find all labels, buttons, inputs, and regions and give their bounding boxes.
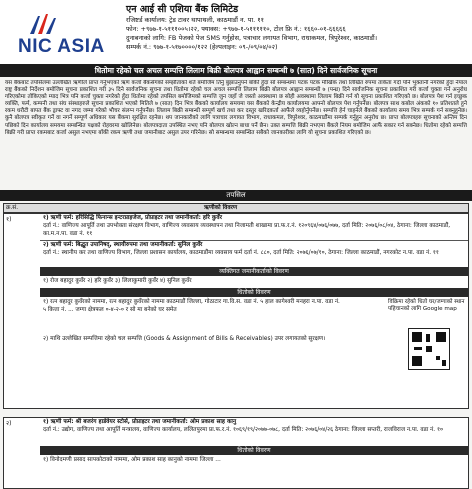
borrower-1: १) ऋणी फर्म: श्री बजरंग हार्डवेयर स्टोर्स, प्रोप्राइटर तथा जमानीकर्ता: ओम प्रकाश साह कानु (43, 419, 237, 425)
schedule-table (3, 203, 469, 489)
row-sn: १) (6, 216, 12, 223)
bank-address: रजिष्टर्ड कार्यालय: ट्रेड टावर थापाथली, काठमाडौं न. पा. ११ (126, 16, 265, 24)
collateral-1: १) रत्न बहादुर कुवँरको नाममा, रत्न बहादुर कुवँरको नाममा काठमाडौं जिल्ला, गोठाटार गा.वि.स. वडा नं. ५ हाल कागेश्वरी मनहरा न.पा. वडा नं. ५ कित्ता नं. ... जग्गा क्षेत्रफल ०-४-२-० र सो मा बनेको घर समेत (43, 299, 340, 313)
schedule-heading: तपसिल (0, 190, 472, 201)
bank-hotline: सम्पर्क नं.: ९७७-१-५१७००००/१२२ (हेल्पलाइन: ०९-/०९/०४/०२) (126, 43, 278, 51)
bank-logo (18, 14, 105, 57)
borrower-2: २) ऋणी फर्म: बिद्धुत उपानिषद्, स्थायीरुपमा तथा जमानीकर्ता: सुनिल कुवँर (43, 242, 203, 248)
registration-2: दर्ता नं.: स्थानीय कर तथा वाणिज्य विभाग, जिल्ला प्रशासन कार्यालय, काठमाडौंमा व्यवसाय फर्म दर्ता नं. ८८०, दर्ता मिति: २०७६/०७/१०, ठेगाना: जिल्ला काठमाडौं, नगरकोट न.पा. वडा नं. ११ (43, 250, 439, 256)
table-row (3, 213, 469, 409)
map-label: विक्रिमा रहेको धितो घर/जग्गाको स्थान पहिचानको लागि Google map (388, 299, 465, 312)
guarantors-heading: व्यक्तिगत जमानीकर्ताको विवरण (40, 267, 468, 276)
logo-text: NIC ASIA (18, 36, 105, 57)
bank-info (126, 4, 466, 52)
registration-1: दर्ता नं.: उद्योग, वाणिज्य तथा आपूर्ति मन्त्रालय, वाणिज्य कार्यालय, ललितपुरमा प्रा.फ.र.नं. १०६९/१९/२०७७-०७८, दर्ता मिति: २०७६/०४/२६ ठेगाना: जिल्ला सप्तरी, राजविराज न.पा. वडा नं. १० (43, 427, 443, 433)
notice-title: धितोमा रहेको चल अचल सम्पत्ति लिलाम बिक्री बोलपत्र आह्वान सम्बन्धी ७ (सात) दिने सार्वजनिक सूचना (0, 64, 472, 77)
col-borrower-header: ऋणीको विवरण (204, 205, 238, 211)
collateral-1: १) विनोदमणी प्रसाद सापकोटाको नाममा, ओम प्रकाश साह कानुको नाममा जिल्ला ... (43, 457, 221, 463)
divider (40, 240, 469, 241)
collateral-2: २) माथि उल्लेखित सम्पत्तिमा रहेको चल सम्पत्ति (Goods & Assignment of Bills & Receivables) उपर लगायतको सुरक्षण। (43, 336, 326, 342)
bank-email: दुनाबनाको लागि: FB पेजको पेज SMS गर्नुहोस, पत्राचार लगायत विभाग, राधाकमल, त्रिपुरेश्वर, काठमाडौं। (126, 34, 378, 42)
col-sn-header: क्र.सं. (6, 205, 19, 211)
notice-intro: यस बैंकबाट तपसिलमा उल्लेखित ऋणीले प्राप्त गर्नुभएको ऋण कर्जा बैंकसँगको सम्झौताको शर्त बमोजिम तिर्नु बुझाउनुपर्ने बाँकी हुँदा सो सम्बन्धमा पटक पटक मौखिक तथा लिखित रुपमा ताकेता गर्दा पनि भुक्तानी नगरेको हुँदा नेपाल राष्ट्र बैंकको निर्देशन बमोजिम सूचना प्रकाशित गरी ३५ दिने सार्वजनिक सूचना तथा धितोमा रहेको चल अचल सम्पत्ति लिलाम बिक्री बोलपत्र आह्वान सम्बन्धी ७ (पन्ध्र) दिने सार्वजनिक सूचना प्रकाशित गरी कर्जा चुक्ता गर्न अनुरोध गरिएकोमा तोकिएको म्याद भित्र पनि कर्जा चुक्ता नगरेको हुँदा धितोमा रहेको तपसिल बमोजिमको सम्पत्ति जुन जहाँ जे जस्तो अवस्थामा छ सोही अवस्थामा लिलाम बिक्री गर्न यो सूचना प्रकाशित गरिएको छ। बोलपत्र पेश गर्न इच्छुक व्यक्ति, फर्म, कम्पनी तथा संघ संस्थाहरुले सूचना प्रकाशित भएको मितिले ७ (सात) दिन भित्र बैंकको कार्यालय समयमा यस बैंकको केन्द्रीय कार्यालयमा आफ्नो बोलपत्र पेश गर्नुपर्नेछ। बोलपत्र साथ कबोल अंकको १० प्रतिशतले हुने रकम धरौटी बापत बैंक ड्राफ्ट वा नगद जम्मा गरेको भौचर संलग्न गर्नुपर्नेछ। लिलाम बिक्री सम्बन्धी सम्पूर्ण खर्च तथा कर दस्तुर खरिदकर्ता आफैंले व्यहोर्नुपर्नेछ। सम्पत्ति हेर्न चाहनेले बैंकको कार्यालय समय भित्र सम्पर्क गर्न सक्नुहुनेछ। कुनै बोलपत्र स्वीकृत गर्ने वा नगर्ने सम्पूर्ण अधिकार यस बैंकमा सुरक्षित रहनेछ। थप जानकारीको लागि पत्राचार लगायत विभाग, राधाकमल, त्रिपुरेश्वर, काठमाडौंमा सम्पर्क गर्नुहुन अनुरोध छ। प्राप्त बोलपत्रहरु सूचनाको अन्तिम दिन पछिको दिन कार्यालय समयमा सम्बन्धित पक्षको रोहवरमा खोलिनेछ। बोलपत्रदाता उपस्थित नभए पनि बोलपत्र खोल्न बाधा पर्ने छैन। उक्त सम्पत्ति बिक्री नभएमा बैंकले नियम बमोजिम आफैं सकार गर्न सक्नेछ। धितोमा रहेको सम्पत्ति बिक्री गरी प्राप्त रकमबाट कर्जा असुल नभएमा बाँकी रकम ऋणी तथा जमानीबाट असुल उपर गरिनेछ। सो सम्बन्धमा सम्बन्धित सबैको जानकारीका लागि यो सूचना प्रकाशित गरिएको छ। (5, 80, 467, 136)
borrower-1: १) ऋणी फर्म: हरिसिद्धि फिनान्स इन्टरप्राइजेज, प्रोप्राइटर तथा जमानीकर्ता: हरि कुवँर (43, 215, 222, 221)
row-sn: २) (6, 420, 12, 427)
bank-name: एन आई सी एशिया बैंक लिमिटेड (126, 4, 239, 15)
qr-code-icon[interactable] (408, 328, 450, 370)
bank-header (0, 0, 472, 64)
collateral-heading: धितोको विवरण (40, 446, 468, 455)
registration-1: दर्ता नं.: वाणिज्य आपूर्ति तथा उपभोक्ता संरक्षण विभाग, वाणिज्य व्यवसाय व्यवस्थापन तथा निजामती शाखामा प्रा.फ.र.नं. १२०९६४/०७६/०७७, दर्ता मिति: २०७६/०८/०४, ठेगाना: जिल्ला काठमाडौं, का.म.न.पा. वडा नं. ११ (43, 223, 451, 237)
collateral-heading: धितोको विवरण (40, 288, 468, 297)
table-header-row (3, 203, 469, 213)
table-row (3, 417, 469, 489)
bank-phone: फोन: +९७७-१-५१११००५।२२, फ्याक्स: +९७७-१-५१११११०, टोल फ्रि नं.: १६६०-०१-६६६६६ (126, 25, 346, 33)
logo-mark-icon (26, 14, 60, 34)
guarantors-list: १) रोज बहादुर कुवँर २) हरि कुवँर ३) लिलाकुमारी कुवँर ४) सुनिल कुवँर (43, 278, 192, 284)
